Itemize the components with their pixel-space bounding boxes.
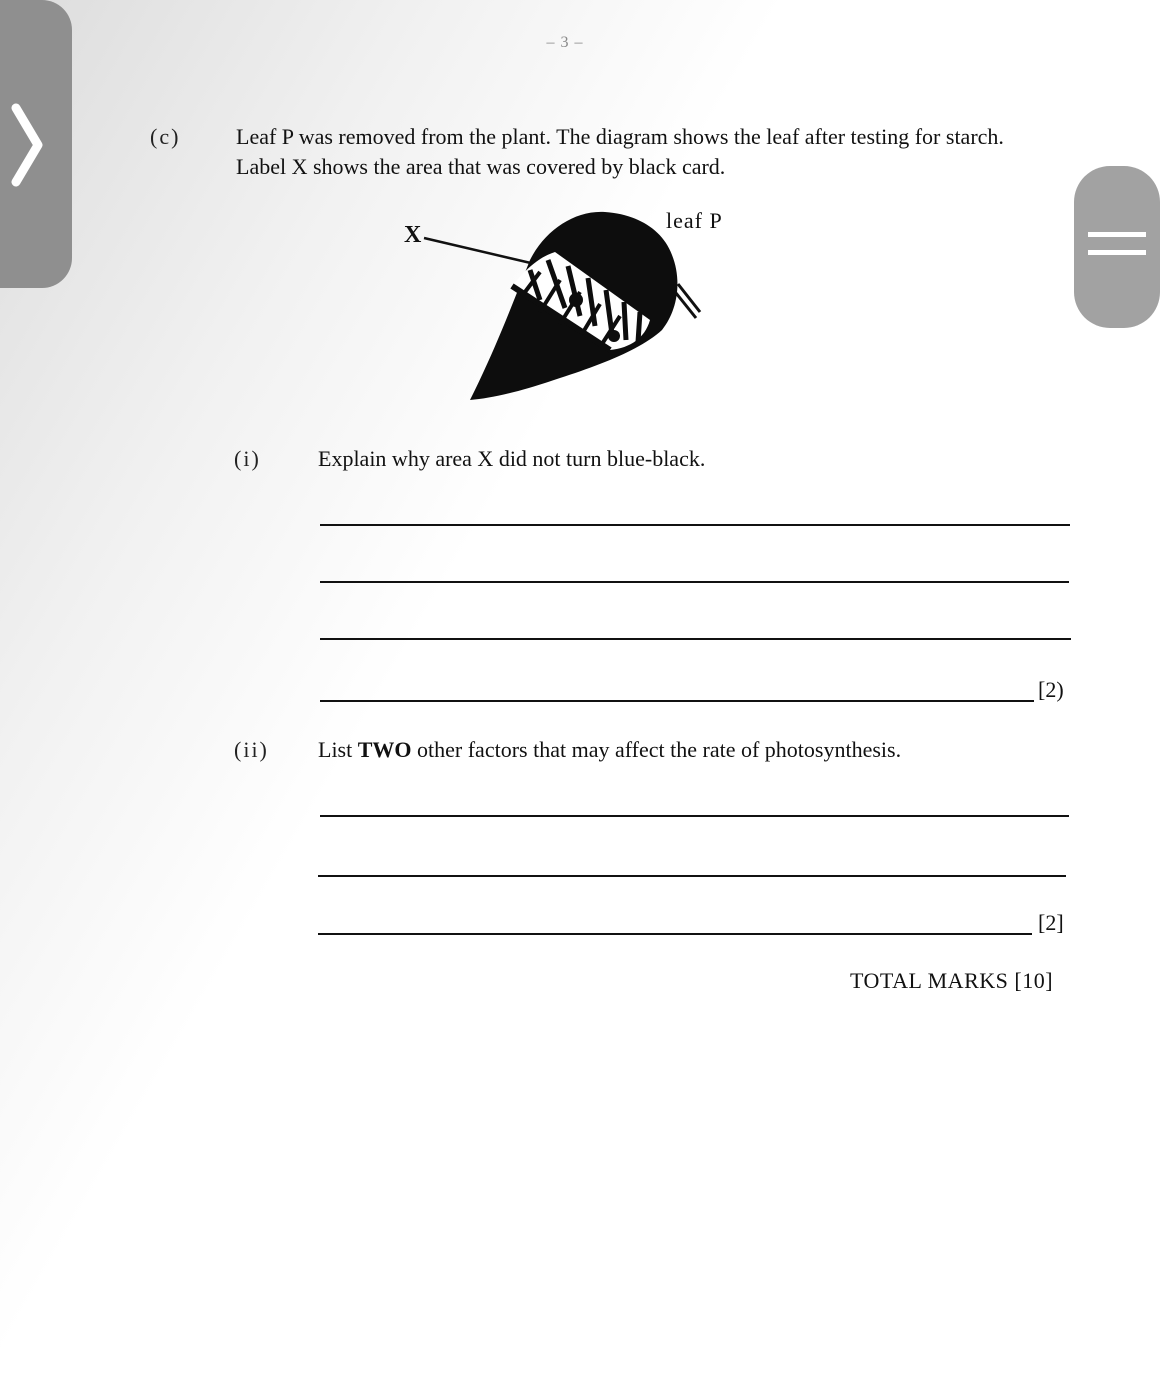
answer-line[interactable] — [320, 581, 1069, 583]
part-ii-text-prefix: List — [318, 737, 358, 762]
question-text-line1: Leaf P was removed from the plant. The diagram shows the leaf after testing for starch. — [236, 124, 1004, 149]
menu-icon — [1088, 230, 1146, 265]
answer-line[interactable] — [320, 524, 1070, 526]
answer-line[interactable] — [320, 638, 1071, 640]
answer-line[interactable] — [318, 875, 1066, 877]
answer-line[interactable] — [320, 700, 1034, 702]
part-i-marks: [2) — [1038, 677, 1064, 702]
page-number: – 3 – — [546, 34, 584, 51]
part-ii-marks: [2] — [1038, 910, 1064, 935]
part-ii-text-suffix: other factors that may affect the rate of photosynthesis. — [411, 737, 902, 762]
chevron-right-icon — [6, 100, 46, 195]
part-ii-text-bold: TWO — [357, 737, 412, 762]
question-text-line2: Label X shows the area that was covered by black card. — [236, 154, 726, 179]
menu-button[interactable] — [1074, 166, 1160, 328]
diagram-label-x: X — [404, 222, 422, 248]
answer-line[interactable] — [320, 815, 1069, 817]
question-number: (c) — [150, 124, 181, 149]
leaf-diagram — [400, 200, 710, 415]
answer-line[interactable] — [318, 933, 1032, 935]
part-i-number: (i) — [234, 446, 261, 471]
diagram-label-leaf: leaf P — [666, 208, 723, 233]
next-page-tab[interactable] — [0, 0, 72, 288]
part-ii-number: (ii) — [234, 737, 269, 762]
part-i-text: Explain why area X did not turn blue-black. — [318, 446, 706, 471]
part-ii-text — [318, 735, 901, 765]
total-marks: TOTAL MARKS [10] — [850, 968, 1054, 993]
